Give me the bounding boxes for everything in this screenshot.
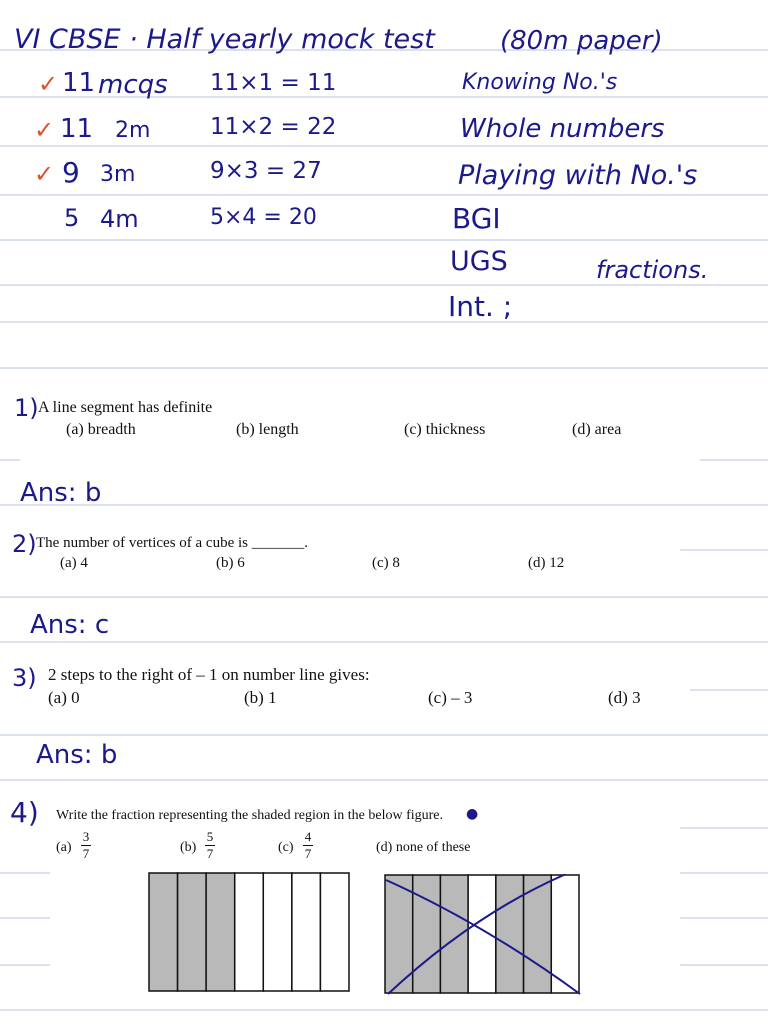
shaded-strip bbox=[413, 875, 441, 993]
marks-type: 4m bbox=[100, 205, 139, 233]
option: (b) 6 bbox=[216, 555, 245, 571]
answer: Ans: c bbox=[30, 610, 110, 640]
fraction-denominator: 7 bbox=[82, 846, 90, 861]
chapter-item: Int. ; bbox=[448, 290, 513, 323]
fraction-numerator: 5 bbox=[206, 829, 214, 844]
handwritten-paper-marks: (80m paper) bbox=[500, 26, 663, 56]
question-number: 1) bbox=[14, 394, 39, 422]
chapter-item: BGI bbox=[452, 202, 501, 235]
fraction-denominator: 7 bbox=[304, 846, 312, 861]
shaded-strip bbox=[178, 873, 207, 991]
answer: Ans: b bbox=[36, 740, 118, 770]
unshaded-strip bbox=[551, 875, 579, 993]
marks-count: 11 bbox=[62, 68, 96, 98]
marks-calc: 11×2 = 22 bbox=[210, 114, 337, 140]
option: (d) none of these bbox=[376, 840, 471, 855]
option: (c) – 3 bbox=[428, 688, 473, 707]
option: (c) bbox=[278, 840, 294, 855]
unshaded-strip bbox=[235, 873, 264, 991]
answer: Ans: b bbox=[20, 478, 102, 508]
fraction-denominator: 7 bbox=[206, 846, 214, 861]
option: (d) 3 bbox=[608, 688, 641, 707]
marks-calc: 5×4 = 20 bbox=[210, 205, 317, 230]
question-text: Write the fraction representing the shaded region in the below figure. bbox=[56, 808, 444, 823]
handwritten-title: VI CBSE · Half yearly mock test bbox=[14, 24, 435, 55]
fraction-option bbox=[205, 830, 215, 861]
unshaded-strip bbox=[263, 873, 292, 991]
question-text: A line segment has definite bbox=[38, 399, 213, 416]
option: (a) breadth bbox=[66, 421, 136, 438]
fraction-option bbox=[303, 830, 313, 861]
marks-type: mcqs bbox=[98, 70, 168, 100]
question-text: The number of vertices of a cube is _______. bbox=[36, 535, 308, 551]
fraction-option bbox=[81, 830, 91, 861]
tick-mark: ✓ bbox=[34, 116, 55, 144]
shaded-strip bbox=[149, 873, 178, 991]
marks-count: 5 bbox=[64, 204, 80, 232]
option: (a) bbox=[56, 840, 72, 855]
question-number: 2) bbox=[12, 530, 37, 558]
question-number: 4) bbox=[10, 796, 39, 829]
option: (c) thickness bbox=[404, 421, 486, 438]
tick-mark: ✓ bbox=[34, 160, 55, 188]
option: (d) area bbox=[572, 421, 622, 438]
fraction-numerator: 4 bbox=[304, 829, 312, 844]
chapter-item: Playing with No.'s bbox=[458, 160, 698, 191]
chapter-item: Knowing No.'s bbox=[462, 70, 618, 95]
option: (b) 1 bbox=[244, 688, 277, 707]
unshaded-strip bbox=[320, 873, 349, 991]
option: (a) 0 bbox=[48, 688, 80, 707]
marks-calc: 9×3 = 27 bbox=[210, 158, 322, 184]
fraction-numerator: 3 bbox=[82, 829, 90, 844]
option: (b) length bbox=[236, 421, 299, 438]
option: (d) 12 bbox=[528, 555, 565, 571]
shaded-strip bbox=[206, 873, 235, 991]
option: (b) bbox=[180, 840, 197, 855]
fraction-figure-left bbox=[148, 872, 350, 992]
marks-calc: 11×1 = 11 bbox=[210, 70, 337, 96]
chapter-item: fractions. bbox=[596, 256, 709, 284]
shaded-strip bbox=[496, 875, 524, 993]
unshaded-strip bbox=[468, 875, 496, 993]
fraction-figure-right bbox=[384, 874, 584, 996]
question-number: 3) bbox=[12, 664, 37, 692]
option: (a) 4 bbox=[60, 555, 88, 571]
marks-type: 2m bbox=[115, 118, 151, 143]
shaded-strip bbox=[440, 875, 468, 993]
chapter-item: Whole numbers bbox=[460, 114, 665, 144]
question-text: 2 steps to the right of – 1 on number line gives: bbox=[48, 665, 370, 684]
ink-scribble: ● bbox=[466, 806, 479, 822]
unshaded-strip bbox=[292, 873, 321, 991]
marks-type: 3m bbox=[100, 162, 136, 187]
marks-count: 9 bbox=[62, 156, 80, 189]
option: (c) 8 bbox=[372, 555, 400, 571]
marks-count: 11 bbox=[60, 114, 94, 144]
chapter-item: UGS bbox=[450, 246, 508, 277]
tick-mark: ✓ bbox=[38, 70, 59, 98]
